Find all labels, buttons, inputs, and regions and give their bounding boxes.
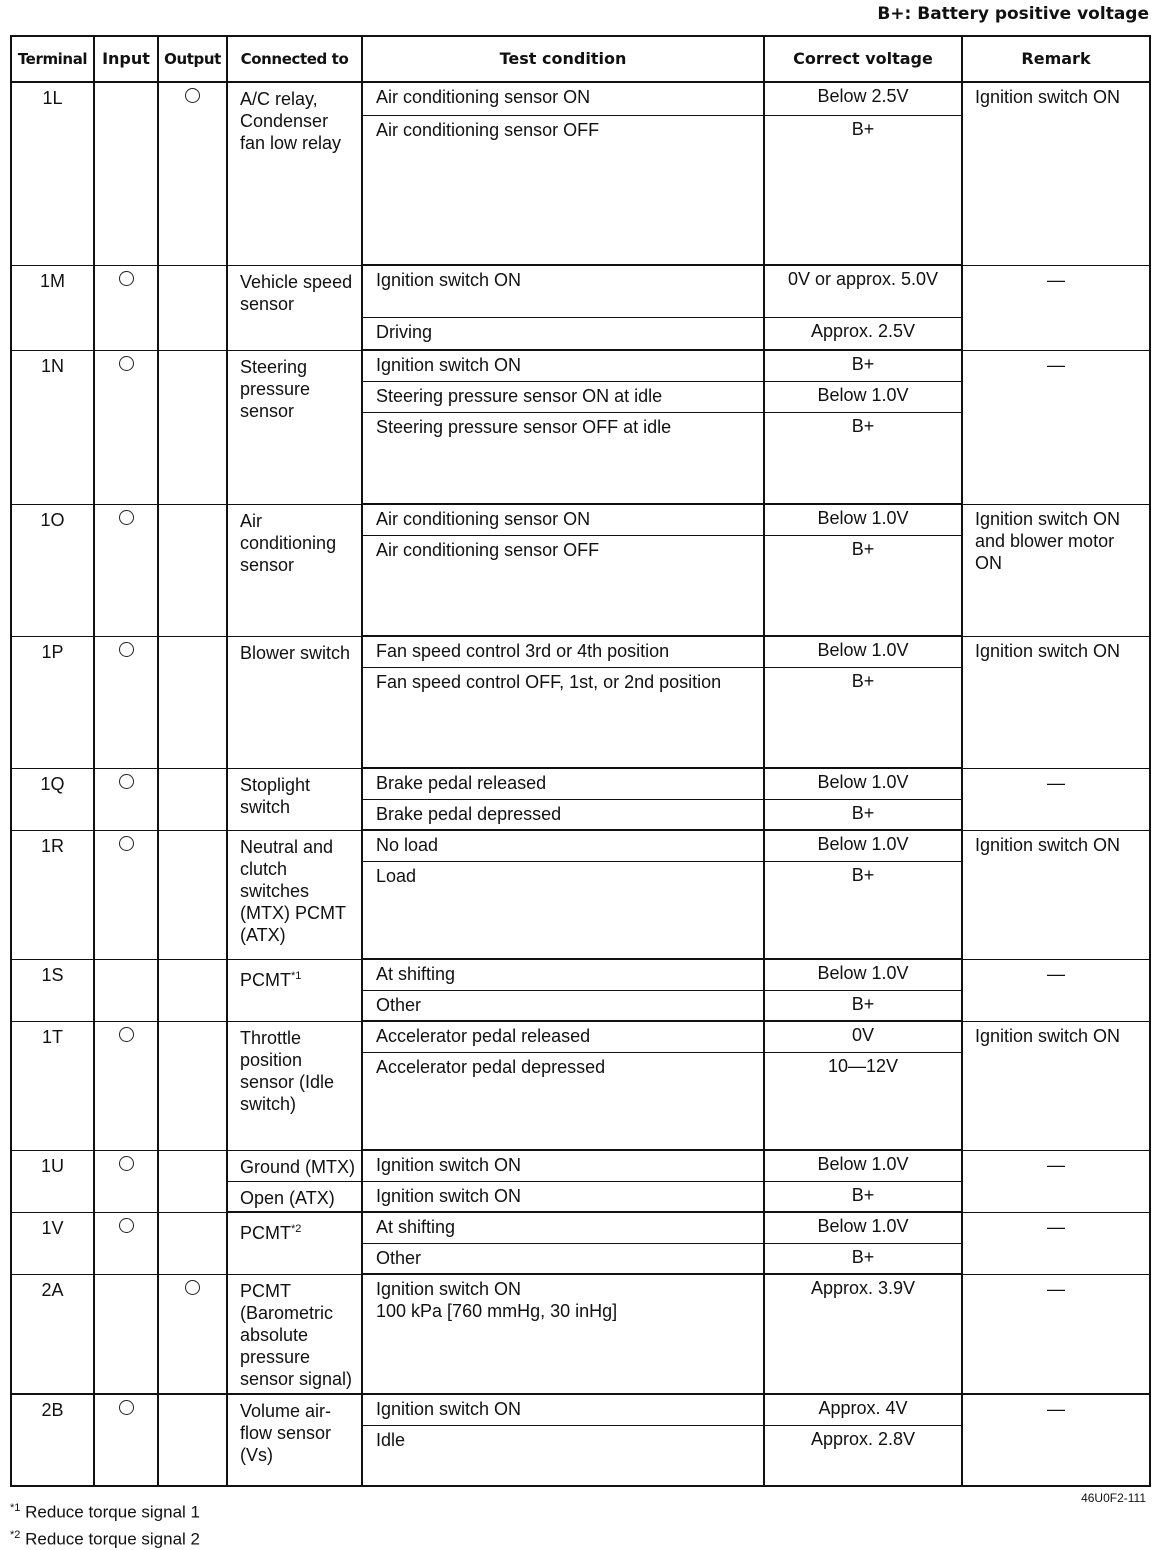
remark-text: — <box>1047 1399 1065 1419</box>
table-row <box>11 350 1150 381</box>
test-condition-cell <box>362 636 764 667</box>
test-condition-text: Air conditioning sensor ON <box>376 87 591 107</box>
test-condition-text: Ignition switch ON <box>376 1155 522 1175</box>
terminal-label: 1O <box>40 509 65 530</box>
test-condition-text: Air conditioning sensor OFF <box>376 539 600 560</box>
table-header-row <box>11 36 1150 82</box>
remark-cell <box>962 830 1150 959</box>
connected-to-text: Blower switch <box>240 642 351 663</box>
remark-text: Ignition switch ON <box>975 640 1121 661</box>
correct-voltage-text: B+ <box>851 802 875 823</box>
header-connected-to: Connected to <box>227 36 362 82</box>
test-condition-cell <box>362 1394 764 1425</box>
header-input: Input <box>94 36 158 82</box>
correct-voltage-text: Below 1.0V <box>817 640 909 660</box>
test-condition-cell <box>362 115 764 265</box>
test-condition-text: Ignition switch ON <box>376 1185 522 1206</box>
correct-voltage-cell <box>764 636 962 667</box>
test-condition-text: Steering pressure sensor OFF at idle <box>376 416 672 437</box>
correct-voltage-cell <box>764 768 962 799</box>
input-cell <box>94 1274 158 1394</box>
test-condition-cell <box>362 1212 764 1243</box>
test-condition-text: Fan speed control OFF, 1st, or 2nd position <box>376 671 722 692</box>
correct-voltage-cell <box>764 990 962 1021</box>
output-cell <box>158 1394 227 1486</box>
footnote-ref: *2 <box>291 1223 302 1235</box>
test-condition-text: Fan speed control 3rd or 4th position <box>376 641 670 661</box>
test-condition-text: Accelerator pedal released <box>376 1026 591 1046</box>
test-condition-text: Accelerator pedal depressed <box>376 1056 606 1077</box>
terminal-label: 1V <box>41 1217 64 1238</box>
table-row <box>11 504 1150 535</box>
remark-text: Ignition switch ON and blower motor ON <box>975 508 1121 573</box>
remark-text: — <box>1047 1278 1065 1299</box>
input-circle-icon <box>119 271 134 286</box>
terminal-label: 1M <box>39 270 65 291</box>
test-condition-text: Steering pressure sensor ON at idle <box>376 385 663 406</box>
figure-code: 46U0F2-111 <box>1081 1491 1146 1505</box>
test-condition-cell <box>362 1274 764 1394</box>
correct-voltage-text: Below 1.0V <box>817 963 909 983</box>
correct-voltage-cell <box>764 799 962 830</box>
header-remark: Remark <box>962 36 1150 82</box>
correct-voltage-cell <box>764 861 962 959</box>
input-cell <box>94 350 158 504</box>
output-circle-icon <box>185 1280 200 1295</box>
terminal-label: 2A <box>41 1279 64 1300</box>
remark-cell <box>962 265 1150 350</box>
terminal-label: 1S <box>41 964 64 985</box>
terminal-label: 1P <box>41 641 64 662</box>
remark-text: Ignition switch ON <box>975 834 1121 855</box>
terminal-cell <box>11 830 94 959</box>
test-condition-cell <box>362 265 764 317</box>
remark-cell <box>962 1274 1150 1394</box>
connected-to-text: PCMT <box>240 1223 291 1243</box>
correct-voltage-text: Approx. 2.8V <box>810 1428 916 1449</box>
correct-voltage-text: Below 1.0V <box>817 384 909 405</box>
test-condition-text: Air conditioning sensor ON <box>376 509 591 529</box>
connected-to-cell <box>227 504 362 636</box>
test-condition-text: Ignition switch ON <box>376 1399 522 1419</box>
test-condition-cell <box>362 350 764 381</box>
remark-text: — <box>1047 772 1065 793</box>
terminal-label: 1L <box>42 88 63 108</box>
test-condition-text: Air conditioning sensor OFF <box>376 119 600 140</box>
correct-voltage-cell <box>764 1425 962 1486</box>
input-circle-icon <box>119 1156 134 1171</box>
correct-voltage-text: B+ <box>851 354 875 374</box>
connected-to-cell <box>227 636 362 768</box>
test-condition-text: Ignition switch ON <box>376 1279 522 1299</box>
correct-voltage-text: 0V <box>851 1025 875 1045</box>
connected-to-text: Open (ATX) <box>240 1187 335 1208</box>
connected-to-cell <box>227 830 362 959</box>
connected-to-text: Stoplight switch <box>240 774 311 817</box>
correct-voltage-cell <box>764 115 962 265</box>
input-circle-icon <box>119 1218 134 1233</box>
test-condition-text: Ignition switch ON <box>376 355 522 375</box>
connected-to-text: PCMT <box>240 969 291 990</box>
remark-cell <box>962 959 1150 1021</box>
remark-text: — <box>1047 963 1065 984</box>
output-cell <box>158 1212 227 1274</box>
correct-voltage-text: B+ <box>851 1184 875 1205</box>
correct-voltage-text: B+ <box>851 864 875 885</box>
correct-voltage-text: Approx. 3.9V <box>810 1278 916 1298</box>
connected-to-cell <box>227 1274 362 1394</box>
input-cell <box>94 959 158 1021</box>
correct-voltage-text: Below 1.0V <box>817 1216 909 1236</box>
footnote-mark: *2 <box>10 1528 21 1541</box>
terminal-label: 1U <box>40 1155 64 1176</box>
terminal-cell <box>11 265 94 350</box>
connected-to-cell <box>227 1150 362 1181</box>
correct-voltage-cell <box>764 350 962 381</box>
correct-voltage-cell <box>764 1243 962 1274</box>
connected-to-cell <box>227 1181 362 1212</box>
test-condition-cell <box>362 1150 764 1181</box>
footnote-ref: *1 <box>291 969 302 982</box>
terminal-label: 1R <box>40 835 64 856</box>
connected-to-text: Throttle position sensor (Idle switch) <box>240 1027 335 1114</box>
test-condition-text: Brake pedal released <box>376 773 547 793</box>
test-condition-detail: 100 kPa [760 mmHg, 30 inHg] <box>376 1301 618 1321</box>
test-condition-cell <box>362 1052 764 1150</box>
connected-to-text: Air conditioning sensor <box>240 510 337 575</box>
table-row <box>11 1150 1150 1181</box>
correct-voltage-cell <box>764 317 962 350</box>
correct-voltage-text: B+ <box>851 670 875 691</box>
test-condition-text: Driving <box>376 321 433 342</box>
terminal-cell <box>11 1212 94 1274</box>
input-circle-icon <box>119 1027 134 1042</box>
remark-text: Ignition switch ON <box>975 1025 1121 1046</box>
test-condition-cell <box>362 412 764 504</box>
correct-voltage-text: B+ <box>851 415 875 436</box>
table-row <box>11 82 1150 115</box>
remark-cell <box>962 504 1150 636</box>
correct-voltage-text: 10—12V <box>827 1055 899 1076</box>
output-cell <box>158 1021 227 1150</box>
correct-voltage-text: Below 1.0V <box>817 772 909 792</box>
test-condition-text: No load <box>376 835 439 855</box>
input-cell <box>94 1394 158 1486</box>
connected-to-text: Steering pressure sensor <box>240 356 311 421</box>
table-row <box>11 959 1150 990</box>
test-condition-text: Other <box>376 994 422 1015</box>
output-cell <box>158 768 227 830</box>
output-circle-icon <box>185 88 200 103</box>
remark-cell <box>962 350 1150 504</box>
connected-to-text: Volume air-flow sensor (Vs) <box>240 1401 332 1465</box>
input-cell <box>94 1021 158 1150</box>
terminal-cell <box>11 1394 94 1486</box>
test-condition-text: Load <box>376 865 417 886</box>
output-cell <box>158 1274 227 1394</box>
test-condition-text: Other <box>376 1247 422 1268</box>
connected-to-cell <box>227 82 362 265</box>
connected-to-text: A/C relay, Condenser fan low relay <box>240 89 342 153</box>
connected-to-cell <box>227 768 362 830</box>
table-row <box>11 1274 1150 1394</box>
correct-voltage-text: B+ <box>851 118 875 139</box>
remark-cell <box>962 636 1150 768</box>
terminal-label: 1Q <box>40 773 65 794</box>
input-cell <box>94 504 158 636</box>
output-cell <box>158 830 227 959</box>
terminal-cell <box>11 504 94 636</box>
correct-voltage-text: Below 1.0V <box>817 1154 909 1174</box>
output-cell <box>158 636 227 768</box>
correct-voltage-cell <box>764 959 962 990</box>
terminal-label: 1T <box>41 1026 63 1047</box>
output-cell <box>158 1150 227 1212</box>
remark-cell <box>962 768 1150 830</box>
correct-voltage-text: B+ <box>851 993 875 1014</box>
terminal-cell <box>11 636 94 768</box>
correct-voltage-cell <box>764 1052 962 1150</box>
table-row <box>11 1212 1150 1243</box>
test-condition-text: At shifting <box>376 1217 456 1237</box>
table-row <box>11 636 1150 667</box>
terminal-label: 2B <box>41 1400 64 1420</box>
connected-to-text: Vehicle speed sensor <box>240 271 353 314</box>
connected-to-text: Neutral and clutch switches (MTX) PCMT (ATX) <box>240 836 346 945</box>
connected-to-text: Ground (MTX) <box>240 1156 356 1177</box>
terminal-cell <box>11 768 94 830</box>
correct-voltage-text: B+ <box>851 538 875 559</box>
connected-to-text: PCMT (Barometric absolute pressure sensor signal) <box>240 1280 353 1389</box>
correct-voltage-text: 0V or approx. 5.0V <box>787 269 939 289</box>
connected-to-cell <box>227 350 362 504</box>
correct-voltage-cell <box>764 1150 962 1181</box>
remark-cell <box>962 1212 1150 1274</box>
output-cell <box>158 504 227 636</box>
test-condition-cell <box>362 799 764 830</box>
correct-voltage-text: Below 2.5V <box>817 86 909 106</box>
test-condition-cell <box>362 381 764 412</box>
terminal-cell <box>11 82 94 265</box>
header-test-condition: Test condition <box>362 36 764 82</box>
terminal-cell <box>11 959 94 1021</box>
output-cell <box>158 82 227 265</box>
correct-voltage-cell <box>764 82 962 115</box>
correct-voltage-cell <box>764 265 962 317</box>
footnote-text: Reduce torque signal 2 <box>25 1529 200 1549</box>
connected-to-cell <box>227 1212 362 1274</box>
connected-to-cell <box>227 1394 362 1486</box>
correct-voltage-cell <box>764 1181 962 1212</box>
input-cell <box>94 1150 158 1212</box>
terminal-cell <box>11 1274 94 1394</box>
connected-to-cell <box>227 1021 362 1150</box>
test-condition-cell <box>362 82 764 115</box>
test-condition-cell <box>362 504 764 535</box>
correct-voltage-text: Below 1.0V <box>817 508 909 528</box>
remark-text: — <box>1047 269 1065 290</box>
header-terminal: Terminal <box>11 36 94 82</box>
correct-voltage-text: Below 1.0V <box>817 834 909 854</box>
test-condition-text: At shifting <box>376 964 456 984</box>
table-row <box>11 1394 1150 1425</box>
footnote-mark: *1 <box>10 1502 21 1514</box>
test-condition-cell <box>362 990 764 1021</box>
input-cell <box>94 82 158 265</box>
correct-voltage-cell <box>764 1394 962 1425</box>
correct-voltage-cell <box>764 667 962 768</box>
input-cell <box>94 768 158 830</box>
correct-voltage-cell <box>764 1021 962 1052</box>
input-cell <box>94 1212 158 1274</box>
remark-text: — <box>1047 354 1065 375</box>
footnote <box>10 1497 200 1524</box>
test-condition-cell <box>362 768 764 799</box>
test-condition-text: Ignition switch ON <box>376 270 522 290</box>
correct-voltage-text: Approx. 4V <box>818 1398 908 1418</box>
remark-cell <box>962 82 1150 265</box>
correct-voltage-cell <box>764 412 962 504</box>
input-cell <box>94 830 158 959</box>
correct-voltage-text: Approx. 2.5V <box>810 320 916 341</box>
input-circle-icon <box>119 836 134 851</box>
table-row <box>11 265 1150 317</box>
test-condition-cell <box>362 535 764 636</box>
test-condition-cell <box>362 861 764 959</box>
terminal-cell <box>11 350 94 504</box>
test-condition-text: Brake pedal depressed <box>376 803 562 824</box>
footnotes <box>10 1497 200 1550</box>
table-row <box>11 1021 1150 1052</box>
input-circle-icon <box>119 642 134 657</box>
terminal-cell <box>11 1021 94 1150</box>
input-cell <box>94 265 158 350</box>
correct-voltage-cell <box>764 504 962 535</box>
input-cell <box>94 636 158 768</box>
remark-cell <box>962 1394 1150 1486</box>
table-row <box>11 768 1150 799</box>
header-output: Output <box>158 36 227 82</box>
terminal-voltage-table <box>10 35 1151 1487</box>
footnote-text: Reduce torque signal 1 <box>25 1502 200 1522</box>
remark-cell <box>962 1150 1150 1212</box>
input-circle-icon <box>119 1400 134 1415</box>
correct-voltage-cell <box>764 830 962 861</box>
test-condition-text: Idle <box>376 1429 406 1450</box>
battery-voltage-legend: B+: Battery positive voltage <box>877 4 1149 24</box>
remark-text: — <box>1047 1216 1065 1237</box>
connected-to-cell <box>227 265 362 350</box>
table-row <box>11 830 1150 861</box>
test-condition-cell <box>362 830 764 861</box>
correct-voltage-text: B+ <box>851 1246 875 1267</box>
test-condition-cell <box>362 1181 764 1212</box>
test-condition-cell <box>362 317 764 350</box>
correct-voltage-cell <box>764 535 962 636</box>
test-condition-cell <box>362 1425 764 1486</box>
terminal-label: 1N <box>40 355 64 376</box>
input-circle-icon <box>119 356 134 371</box>
remark-text: — <box>1047 1154 1065 1175</box>
output-cell <box>158 350 227 504</box>
connected-to-cell <box>227 959 362 1021</box>
test-condition-cell <box>362 1243 764 1274</box>
input-circle-icon <box>119 510 134 525</box>
output-cell <box>158 265 227 350</box>
input-circle-icon <box>119 774 134 789</box>
test-condition-cell <box>362 1021 764 1052</box>
footnote <box>10 1524 200 1550</box>
header-correct-voltage: Correct voltage <box>764 36 962 82</box>
correct-voltage-cell <box>764 381 962 412</box>
test-condition-cell <box>362 667 764 768</box>
output-cell <box>158 959 227 1021</box>
test-condition-cell <box>362 959 764 990</box>
correct-voltage-cell <box>764 1274 962 1394</box>
correct-voltage-cell <box>764 1212 962 1243</box>
remark-text: Ignition switch ON <box>975 87 1121 107</box>
remark-cell <box>962 1021 1150 1150</box>
terminal-cell <box>11 1150 94 1212</box>
